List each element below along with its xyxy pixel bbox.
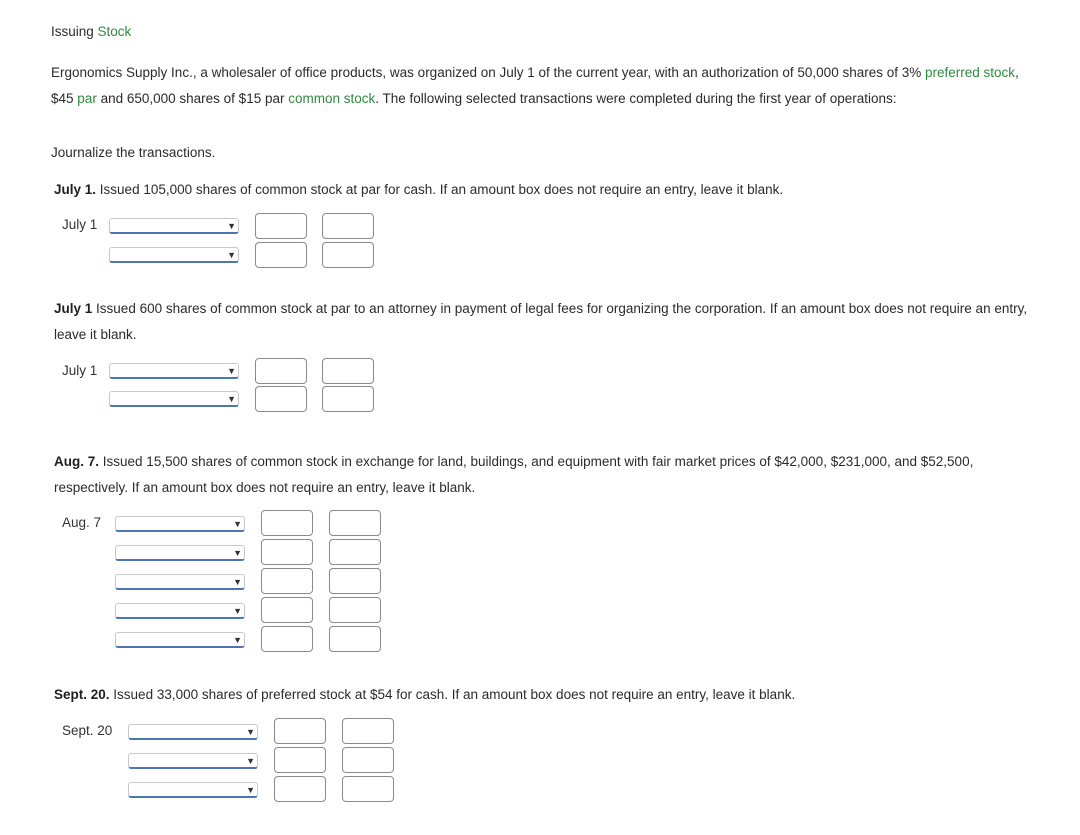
credit-amount-input[interactable] — [329, 597, 381, 623]
account-select[interactable] — [109, 363, 239, 379]
intro-text-2: , $45 — [51, 65, 1019, 106]
debit-amount-input[interactable] — [255, 213, 307, 239]
debit-amount-input[interactable] — [274, 747, 326, 773]
transaction-text: Issued 600 shares of common stock at par to an attorney in payment of legal fees for organizing the corporation. If an amount box does not require an entry, leave it blank. — [54, 301, 1028, 342]
caret-down-icon: ▼ — [246, 756, 255, 766]
caret-down-icon: ▼ — [233, 606, 242, 616]
debit-amount-input[interactable] — [261, 539, 313, 565]
caret-down-icon: ▼ — [227, 394, 236, 404]
caret-down-icon: ▼ — [233, 635, 242, 645]
transaction-date-label: Aug. 7. — [54, 454, 100, 469]
debit-amount-input[interactable] — [255, 386, 307, 412]
credit-amount-input[interactable] — [322, 386, 374, 412]
credit-amount-input[interactable] — [329, 568, 381, 594]
account-select[interactable] — [128, 753, 258, 769]
credit-amount-input[interactable] — [322, 213, 374, 239]
credit-amount-input[interactable] — [342, 776, 394, 802]
account-select[interactable] — [115, 516, 245, 532]
transaction-question — [54, 177, 1044, 203]
credit-amount-input[interactable] — [322, 242, 374, 268]
debit-amount-input[interactable] — [274, 776, 326, 802]
transaction-date-label: July 1. — [54, 182, 97, 197]
debit-amount-input[interactable] — [261, 568, 313, 594]
account-select[interactable] — [128, 724, 258, 740]
account-select[interactable] — [128, 782, 258, 798]
stock-link[interactable]: Stock — [97, 24, 132, 39]
debit-amount-input[interactable] — [261, 510, 313, 536]
caret-down-icon: ▼ — [246, 785, 255, 795]
credit-amount-input[interactable] — [329, 510, 381, 536]
intro-text-4: . The following selected transactions were completed during the first year of operations: — [375, 90, 897, 106]
transaction-date-label: Sept. 20. — [54, 687, 110, 702]
common-stock-link[interactable]: common stock — [288, 90, 376, 106]
problem-intro — [51, 60, 1041, 111]
account-select[interactable] — [115, 545, 245, 561]
credit-amount-input[interactable] — [329, 539, 381, 565]
account-select[interactable] — [115, 603, 245, 619]
credit-amount-input[interactable] — [322, 358, 374, 384]
instruction: Journalize the transactions. — [51, 145, 216, 160]
entry-date: July 1 — [62, 363, 98, 378]
transaction-text: Issued 105,000 shares of common stock at par for cash. If an amount box does not require an entry, leave it blank. — [99, 182, 784, 197]
entry-date: Aug. 7 — [62, 515, 102, 530]
account-select[interactable] — [109, 247, 239, 263]
account-select[interactable] — [115, 574, 245, 590]
credit-amount-input[interactable] — [329, 626, 381, 652]
title-text: Issuing — [51, 24, 94, 39]
account-select[interactable] — [115, 632, 245, 648]
page-title — [51, 24, 131, 39]
transaction-text: Issued 15,500 shares of common stock in exchange for land, buildings, and equipment with fair market prices of $42,000, $231,000, and $52,500, respectively. If an amount box does not require an entry, leave it blank. — [54, 454, 974, 495]
preferred-stock-link[interactable]: preferred stock — [925, 65, 1016, 80]
caret-down-icon: ▼ — [246, 727, 255, 737]
caret-down-icon: ▼ — [227, 221, 236, 231]
account-select[interactable] — [109, 218, 239, 234]
caret-down-icon: ▼ — [227, 250, 236, 260]
debit-amount-input[interactable] — [274, 718, 326, 744]
debit-amount-input[interactable] — [261, 597, 313, 623]
debit-amount-input[interactable] — [261, 626, 313, 652]
transaction-date-label: July 1 — [54, 301, 93, 316]
intro-text-1: Ergonomics Supply Inc., a wholesaler of office products, was organized on July 1 of the current year, with an authorization of 50,000 shares of 3% — [51, 65, 922, 80]
transaction-question — [54, 682, 1044, 708]
account-select[interactable] — [109, 391, 239, 407]
transaction-question — [54, 296, 1044, 347]
caret-down-icon: ▼ — [233, 548, 242, 558]
debit-amount-input[interactable] — [255, 358, 307, 384]
caret-down-icon: ▼ — [233, 519, 242, 529]
transaction-text: Issued 33,000 shares of preferred stock at $54 for cash. If an amount box does not require an entry, leave it blank. — [113, 687, 796, 702]
entry-date: Sept. 20 — [62, 723, 113, 738]
caret-down-icon: ▼ — [227, 366, 236, 376]
credit-amount-input[interactable] — [342, 747, 394, 773]
transaction-question — [54, 449, 1044, 500]
credit-amount-input[interactable] — [342, 718, 394, 744]
intro-text-3: and 650,000 shares of $15 par — [100, 90, 285, 106]
entry-date: July 1 — [62, 217, 98, 232]
caret-down-icon: ▼ — [233, 577, 242, 587]
debit-amount-input[interactable] — [255, 242, 307, 268]
par-link[interactable]: par — [77, 90, 97, 106]
